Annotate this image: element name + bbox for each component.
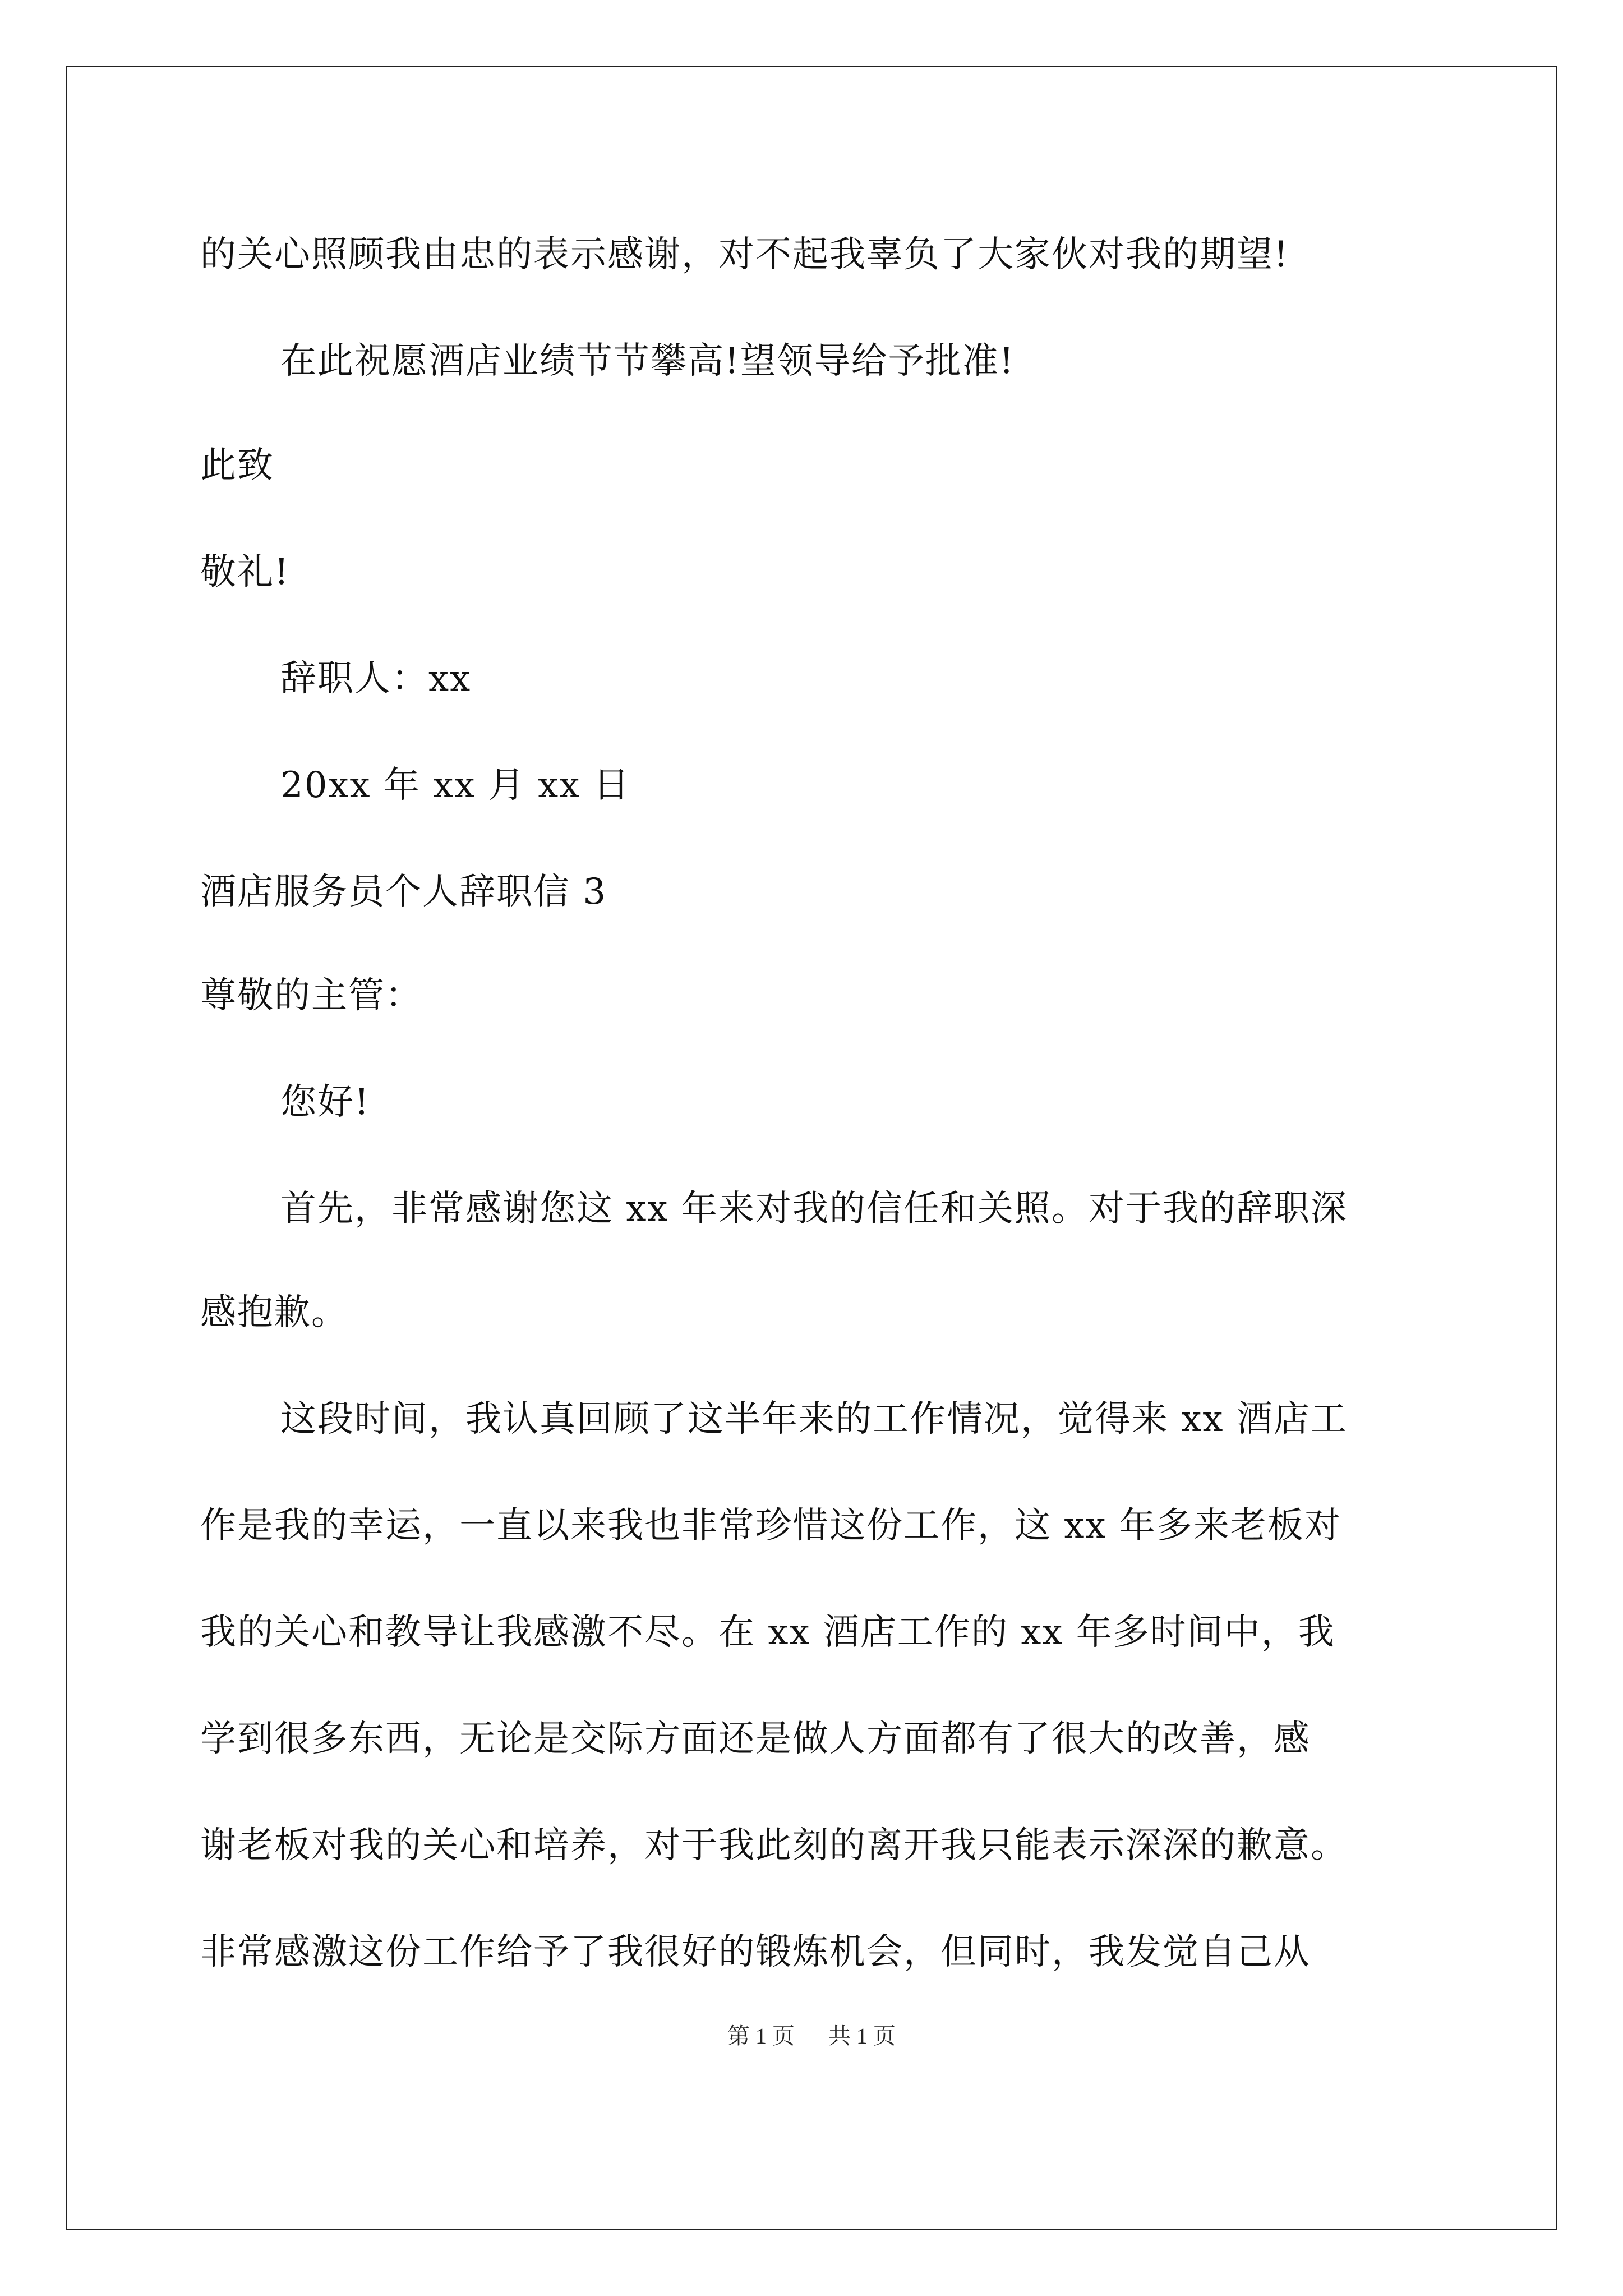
greeting-line: 尊敬的主管： <box>200 975 422 1016</box>
date-line: 20xx 年 xx 月 xx 日 <box>280 765 630 806</box>
text-line: 我的关心和教导让我感激不尽。在 xx 酒店工作的 xx 年多时间中，我 <box>200 1612 1335 1653</box>
page-number: 第 1 页 <box>727 2023 795 2049</box>
text-line: 的关心照顾我由忠的表示感谢，对不起我辜负了大家伙对我的期望! <box>200 234 1289 275</box>
text-line: 非常感激这份工作给予了我很好的锻炼机会，但同时，我发觉自己从 <box>200 1931 1311 1973</box>
page-total: 共 1 页 <box>828 2023 896 2049</box>
text-line: 作是我的幸运，一直以来我也非常珍惜这份工作，这 xx 年多来老板对 <box>200 1505 1341 1547</box>
page-border <box>66 66 1557 2230</box>
text-line: 感抱歉。 <box>200 1292 348 1333</box>
text-line: 这段时间，我认真回顾了这半年来的工作情况，觉得来 xx 酒店工 <box>280 1398 1348 1440</box>
closing-regards: 敬礼! <box>200 551 290 593</box>
greeting-hello: 您好! <box>280 1082 370 1123</box>
text-line: 在此祝愿酒店业绩节节攀高!望领导给予批准! <box>280 341 1015 382</box>
text-line: 学到很多东西，无论是交际方面还是做人方面都有了很大的改善，感 <box>200 1718 1311 1760</box>
text-line: 谢老板对我的关心和培养，对于我此刻的离开我只能表示深深的歉意。 <box>200 1825 1348 1866</box>
text-line: 首先，非常感谢您这 xx 年来对我的信任和关照。对于我的辞职深 <box>280 1188 1348 1230</box>
page-footer <box>0 2022 1623 2050</box>
closing-salutation: 此致 <box>200 445 274 486</box>
section-heading: 酒店服务员个人辞职信 3 <box>200 871 607 913</box>
signature-line: 辞职人：xx <box>280 658 472 700</box>
